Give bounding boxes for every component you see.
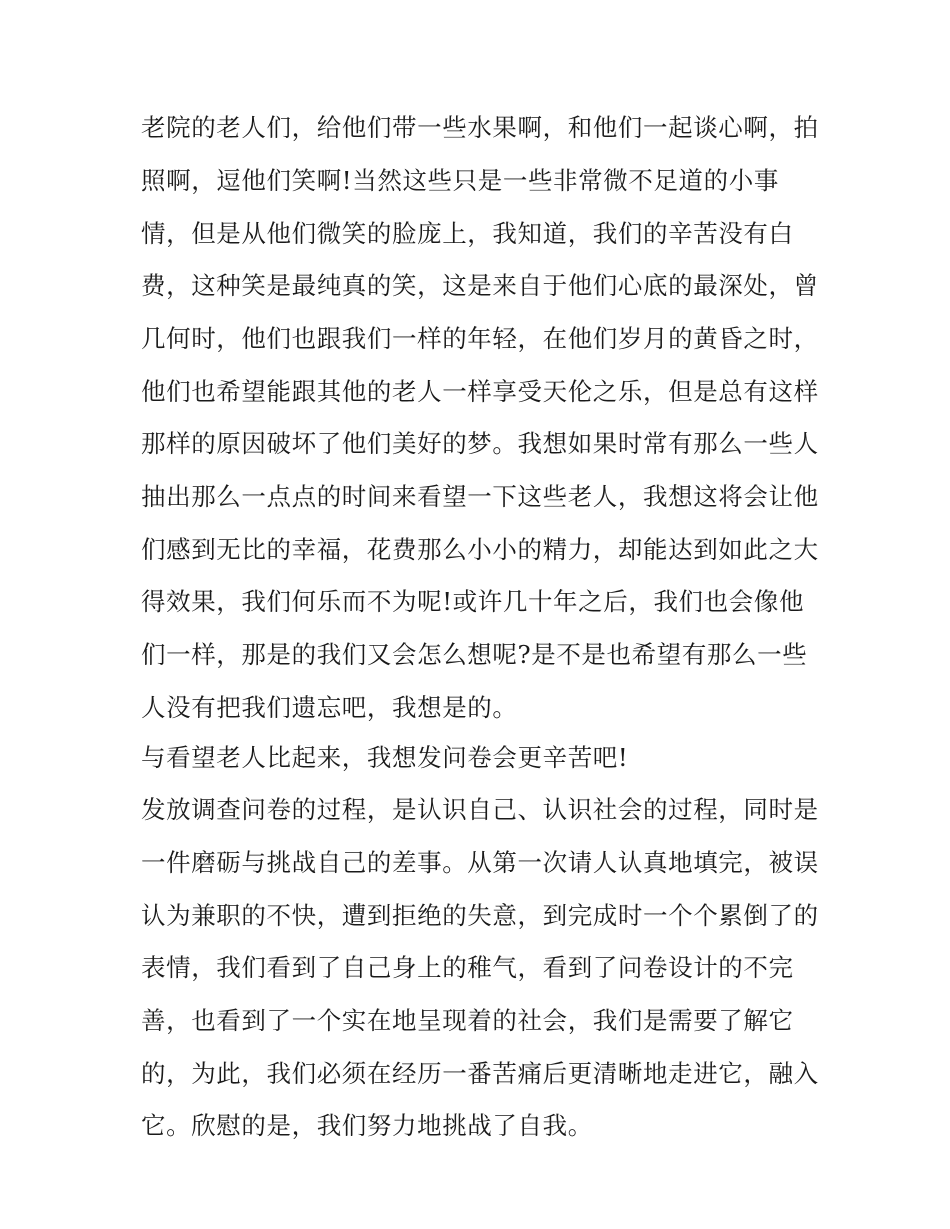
text-line: 它。欣慰的是，我们努力地挑战了自我。 (141, 1111, 593, 1140)
text-line: 善，也看到了一个实在地呈现着的社会，我们是需要了解它 (141, 1006, 794, 1035)
text-line: 与看望老人比起来，我想发问卷会更辛苦吧! (141, 743, 629, 772)
text-line: 抽出那么一点点的时间来看望一下这些老人，我想这将会让他 (141, 482, 819, 511)
text-line: 费，这种笑是最纯真的笑，这是来自于他们心底的最深处，曾 (141, 271, 819, 300)
text-line: 们感到无比的幸福，花费那么小小的精力，却能达到如此之大 (141, 535, 819, 564)
text-line: 照啊，逗他们笑啊!当然这些只是一些非常微不足道的小事 (141, 166, 779, 195)
text-line: 人没有把我们遗忘吧，我想是的。 (141, 693, 518, 722)
text-line: 得效果，我们何乐而不为呢!或许几十年之后，我们也会像他 (141, 587, 805, 616)
text-line: 发放调查问卷的过程，是认识自己、认识社会的过程，同时是 (141, 795, 819, 824)
text-line: 情，但是从他们微笑的脸庞上，我知道，我们的辛苦没有白 (141, 219, 794, 248)
text-line: 一件磨砺与挑战自己的差事。从第一次请人认真地填完，被误 (141, 848, 819, 877)
text-line: 那样的原因破坏了他们美好的梦。我想如果时常有那么一些人 (141, 429, 819, 458)
text-line: 他们也希望能跟其他的老人一样享受天伦之乐，但是总有这样 (141, 377, 819, 406)
text-line: 表情，我们看到了自己身上的稚气，看到了问卷设计的不完 (141, 953, 794, 982)
text-line: 认为兼职的不快，遭到拒绝的失意，到完成时一个个累倒了的 (141, 901, 819, 930)
text-line: 几何时，他们也跟我们一样的年轻，在他们岁月的黄昏之时， (141, 324, 819, 353)
text-line: 们一样，那是的我们又会怎么想呢?是不是也希望有那么一些 (141, 640, 808, 669)
text-line: 的，为此，我们必须在经历一番苦痛后更清晰地走进它，融入 (141, 1059, 819, 1088)
text-line: 老院的老人们，给他们带一些水果啊，和他们一起谈心啊，拍 (141, 113, 819, 142)
